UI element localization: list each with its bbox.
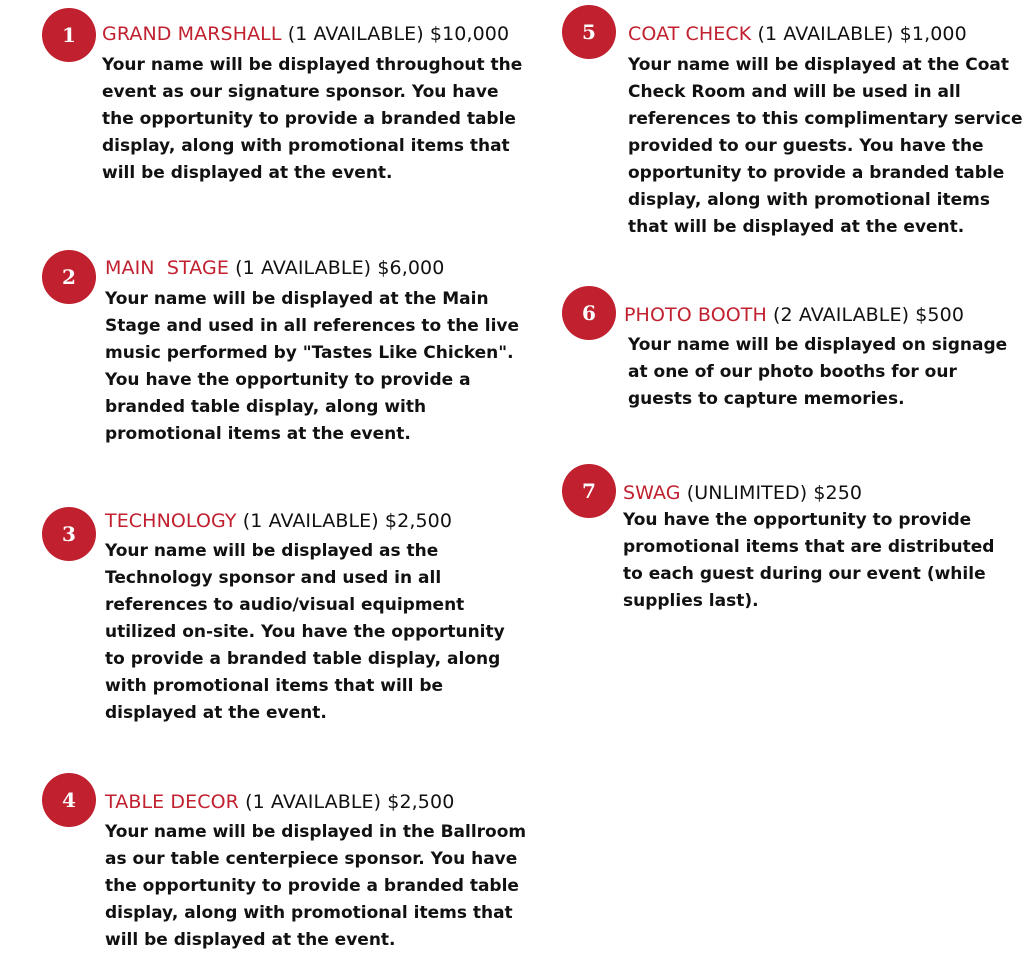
- sponsorship-description: Your name will be displayed throughout the event as our signature sponsor. You have the opportunity to provide a branded table display, along with promotional items that will be displayed at the event.: [102, 55, 523, 183]
- sponsorship-name: GRAND MARSHALL: [102, 23, 282, 45]
- availability-price: (1 AVAILABLE) $2,500: [242, 510, 453, 532]
- availability-price: (1 AVAILABLE) $2,500: [245, 791, 455, 813]
- sponsorship-name: TECHNOLOGY: [105, 510, 237, 532]
- availability-price: (1 AVAILABLE) $10,000: [287, 23, 510, 45]
- sponsorship-name: TABLE DECOR: [105, 791, 239, 813]
- sponsorship-heading: [628, 21, 967, 47]
- sponsorship-description: You have the opportunity to provide promotional items that are distributed to each guest during our event (while supplies last).: [623, 510, 995, 611]
- sponsorship-description: Your name will be displayed as the Technology sponsor and used in all references to audio/visual equipment utilized on-site. You have the opportunity to provide a branded table display, along with promotional items that will be displayed at the event.: [105, 541, 505, 723]
- availability-price: (2 AVAILABLE) $500: [773, 304, 965, 326]
- sponsorship-name: MAIN STAGE: [105, 257, 229, 279]
- sponsorship-description: Your name will be displayed at the Coat Check Room and will be used in all references to this complimentary service provided to our guests. You have the opportunity to provide a branded table display, along with promotional items that will be displayed at the event.: [628, 55, 1023, 237]
- sponsorship-heading: [105, 508, 452, 534]
- number-badge: 5: [562, 5, 616, 59]
- sponsorship-heading: [624, 302, 964, 328]
- sponsorship-heading: [105, 255, 444, 281]
- number-badge: 3: [42, 507, 96, 561]
- sponsorship-name: PHOTO BOOTH: [624, 304, 767, 326]
- sponsorship-description: Your name will be displayed on signage at one of our photo booths for our guests to capture memories.: [628, 335, 1008, 409]
- number-badge: 6: [562, 286, 616, 340]
- sponsorship-description: Your name will be displayed at the Main Stage and used in all references to the live music performed by "Tastes Like Chicken". You have the opportunity to provide a branded table display, along with promotional items at the event.: [105, 289, 520, 444]
- availability-price: (1 AVAILABLE) $1,000: [757, 23, 967, 45]
- sponsorship-name: COAT CHECK: [628, 23, 752, 45]
- sponsorship-heading: [623, 480, 862, 506]
- availability-price: (1 AVAILABLE) $6,000: [235, 257, 445, 279]
- number-badge: 2: [42, 250, 96, 304]
- number-badge: 1: [42, 8, 96, 62]
- number-badge: 7: [562, 464, 616, 518]
- sponsorship-description: Your name will be displayed in the Ballroom as our table centerpiece sponsor. You have the opportunity to provide a branded table display, along with promotional items that will be displayed at the event.: [105, 822, 527, 950]
- number-badge: 4: [42, 773, 96, 827]
- availability-price: (UNLIMITED) $250: [686, 482, 863, 504]
- sponsorship-heading: [102, 21, 509, 47]
- sponsorship-heading: [105, 789, 454, 815]
- sponsorship-name: SWAG: [623, 482, 681, 504]
